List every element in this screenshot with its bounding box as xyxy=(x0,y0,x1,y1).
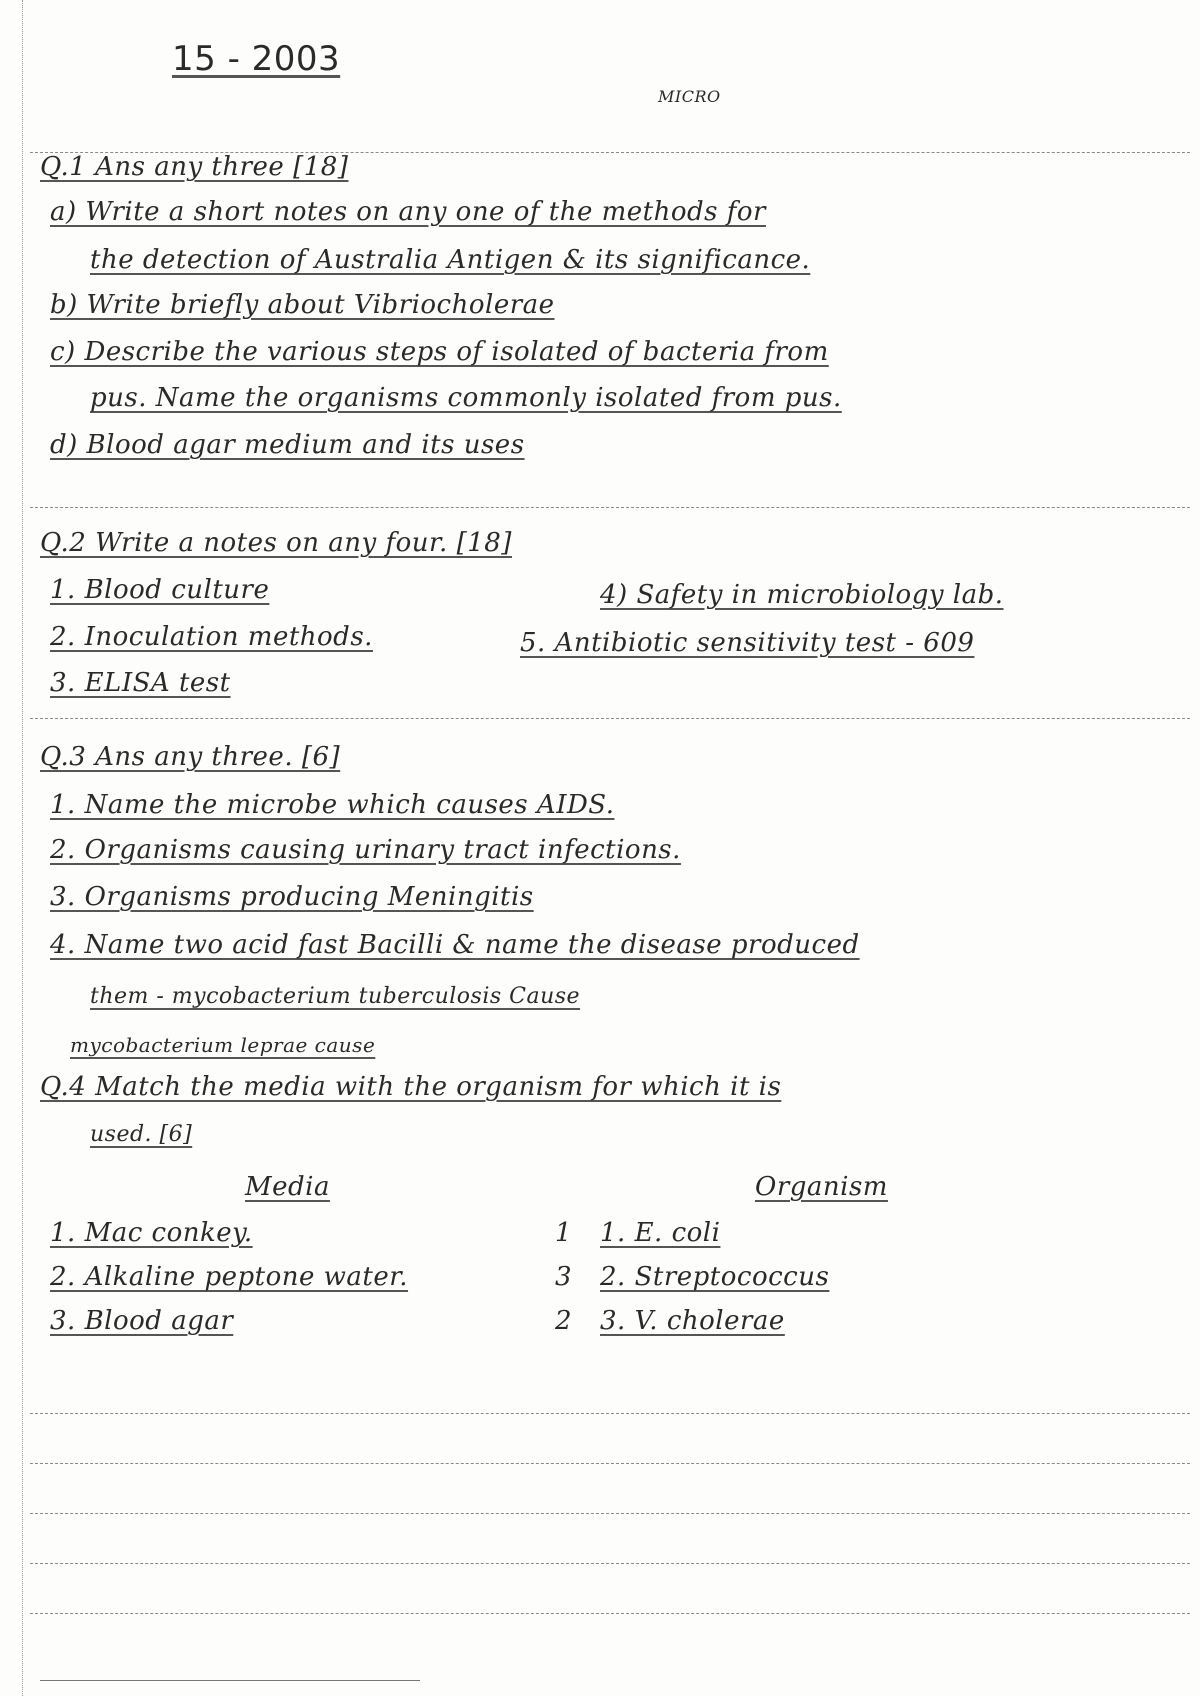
ruled-line xyxy=(30,1563,1190,1564)
q4-row-1-organism: 1. E. coli xyxy=(600,1218,721,1248)
q4-row-2-answer: 3 xyxy=(555,1262,573,1292)
q3-item-4-answer-1: them - mycobacterium tuberculosis Cause xyxy=(90,984,581,1009)
q3-item-3: 3. Organisms producing Meningitis xyxy=(50,882,534,912)
ruled-line xyxy=(30,1413,1190,1414)
q3-item-4-answer-2: mycobacterium leprae cause xyxy=(70,1033,376,1057)
q4-col-organism: Organism xyxy=(755,1172,888,1202)
q1-a-line2: the detection of Australia Antigen & its significance. xyxy=(90,245,811,275)
ruled-line xyxy=(30,1613,1190,1614)
q3-heading: Q.3 Ans any three. [6] xyxy=(40,742,341,772)
q3-item-2: 2. Organisms causing urinary tract infections. xyxy=(50,835,681,865)
q1-b: b) Write briefly about Vibriocholerae xyxy=(50,290,555,320)
subject-label: MICRO xyxy=(658,87,721,106)
q1-c-line2: pus. Name the organisms commonly isolated from pus. xyxy=(90,383,842,413)
q3-item-4: 4. Name two acid fast Bacilli & name the disease produced xyxy=(50,930,860,960)
bottom-rule xyxy=(40,1680,420,1681)
ruled-line xyxy=(30,718,1190,719)
q2-heading: Q.2 Write a notes on any four. [18] xyxy=(40,528,512,558)
q2-item-4: 4) Safety in microbiology lab. xyxy=(600,580,1004,610)
date: 15 - 2003 xyxy=(172,39,341,79)
ruled-line xyxy=(30,507,1190,508)
q4-row-1-answer: 1 xyxy=(555,1218,573,1248)
ruled-line xyxy=(30,1513,1190,1514)
q4-heading: Q.4 Match the media with the organism for which it is xyxy=(40,1072,782,1102)
q2-item-2: 2. Inoculation methods. xyxy=(50,622,373,652)
q4-row-2-organism: 2. Streptococcus xyxy=(600,1262,830,1292)
q4-col-media: Media xyxy=(245,1172,330,1202)
q4-row-3-organism: 3. V. cholerae xyxy=(600,1306,785,1336)
q1-heading: Q.1 Ans any three [18] xyxy=(40,152,349,182)
q1-d: d) Blood agar medium and its uses xyxy=(50,430,525,460)
q1-a-line1: a) Write a short notes on any one of the methods for xyxy=(50,197,766,227)
q4-row-3-answer: 2 xyxy=(555,1306,573,1336)
q4-row-1-media: 1. Mac conkey. xyxy=(50,1218,253,1248)
ruled-line xyxy=(30,1463,1190,1464)
q4-heading-cont: used. [6] xyxy=(90,1122,193,1147)
q2-item-1: 1. Blood culture xyxy=(50,575,270,605)
q4-row-2-media: 2. Alkaline peptone water. xyxy=(50,1262,409,1292)
q4-row-3-media: 3. Blood agar xyxy=(50,1306,234,1336)
q2-item-5: 5. Antibiotic sensitivity test - 609 xyxy=(520,628,975,658)
q2-item-3: 3. ELISA test xyxy=(50,668,231,698)
q1-c-line1: c) Describe the various steps of isolated of bacteria from xyxy=(50,337,829,367)
margin-line xyxy=(22,0,23,1696)
q3-item-1: 1. Name the microbe which causes AIDS. xyxy=(50,790,615,820)
